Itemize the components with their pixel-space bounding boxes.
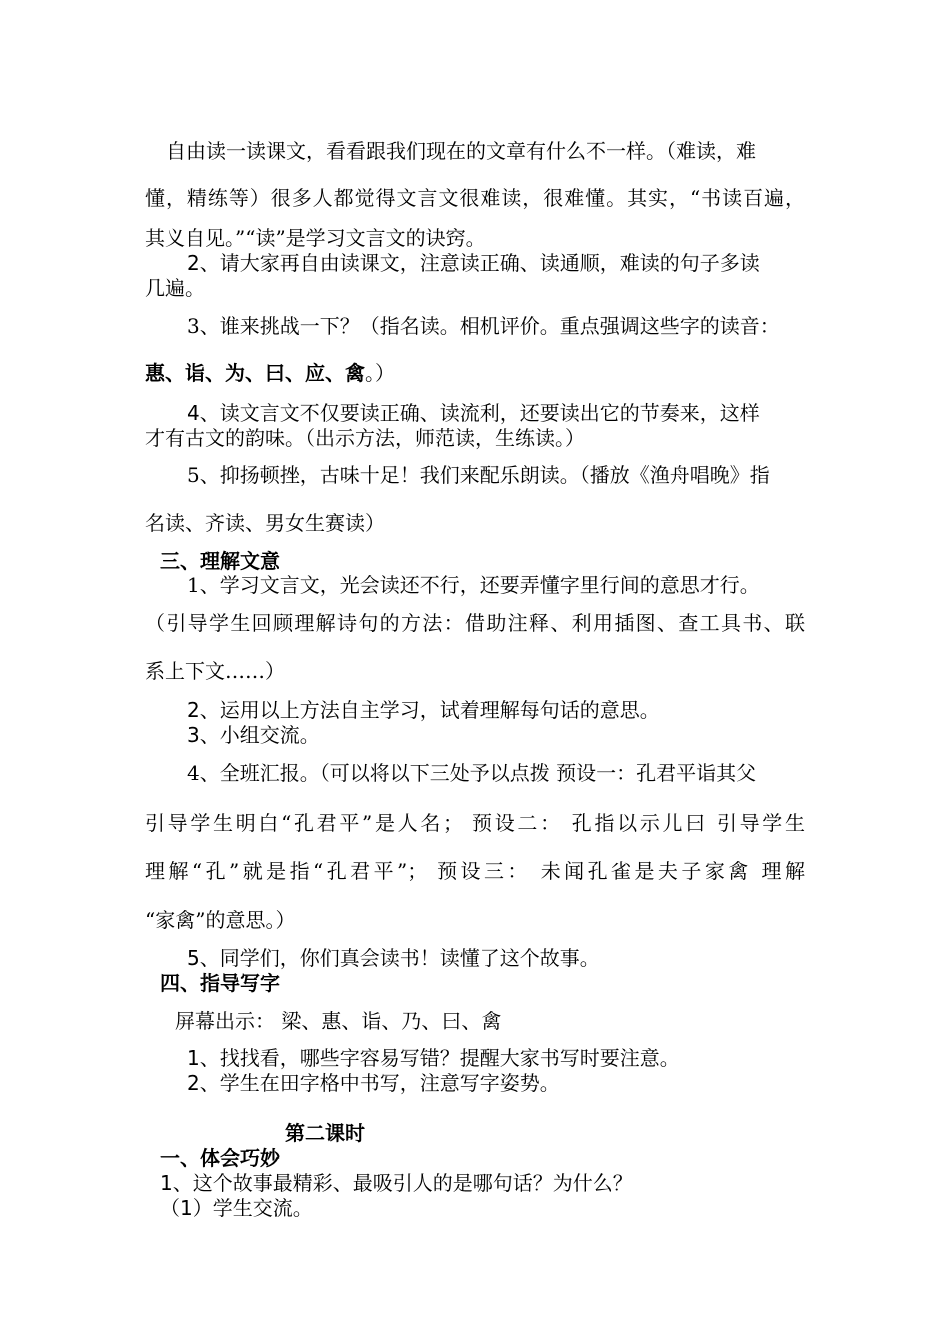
paragraph-line: 理解“孔”就是指“孔君平”； 预设三： 未闻孔雀是夫子家禽 理解 [145,859,805,883]
paragraph-line: 5、同学们，你们真会读书！读懂了这个故事。 [187,946,600,970]
paragraph-line: 几遍。 [145,276,205,300]
section-heading: 一、体会巧妙 [160,1146,280,1170]
paragraph-line: 3、小组交流。 [187,723,320,747]
paragraph-line: “家禽”的意思。） [145,908,296,932]
paragraph-line: 4、全班汇报。（可以将以下三处予以点拨 预设一：孔君平诣其父 [187,761,757,785]
paragraph-line: 引导学生明白“孔君平”是人名； 预设二： 孔指以示儿曰 引导学生 [145,811,805,835]
paragraph-line: 2、学生在田字格中书写，注意写字姿势。 [187,1071,560,1095]
paragraph-line: 4、读文言文不仅要读正确、读流利，还要读出它的节奏来，这样 [187,401,760,425]
paragraph-line [145,360,395,386]
paragraph-line: 其义自见。”“读”是学习文言文的诀窍。 [145,226,486,250]
paragraph-line: 2、运用以上方法自主学习，试着理解每句话的意思。 [187,698,660,722]
paragraph-line: 才有古文的韵味。（出示方法，师范读，生练读。） [145,426,585,450]
key-characters: 惠、诣、为、曰、应、禽 [145,361,365,385]
paragraph-line: 系上下文……） [145,659,285,683]
paragraph-line: 名读、齐读、男女生赛读） [145,511,385,535]
paragraph-text: 。） [365,361,395,385]
paragraph-line: 屏幕出示： 梁、惠、诣、乃、曰、禽 [175,1009,502,1033]
paragraph-line: 1、找找看，哪些字容易写错？提醒大家书写时要注意。 [187,1046,680,1070]
lesson-title: 第二课时 [285,1121,365,1145]
section-heading: 三、理解文意 [160,549,280,573]
paragraph-line: 1、这个故事最精彩、最吸引人的是哪句话？为什么？ [160,1171,633,1195]
section-heading: 四、指导写字 [160,971,280,995]
paragraph-line: 2、请大家再自由读课文，注意读正确、读通顺，难读的句子多读 [187,251,760,275]
paragraph-line: （1）学生交流。 [160,1196,313,1220]
paragraph-line: 自由读一读课文，看看跟我们现在的文章有什么不一样。（难读，难 [166,139,756,163]
paragraph-line: 3、谁来挑战一下？（指名读。相机评价。重点强调这些字的读音： [187,314,780,338]
paragraph-line: （引导学生回顾理解诗句的方法：借助注释、利用插图、查工具书、联 [145,611,805,635]
paragraph-line: 5、抑扬顿挫，古味十足！我们来配乐朗读。（播放《渔舟唱晚》指 [187,463,770,487]
paragraph-line: 懂，精练等）很多人都觉得文言文很难读，很难懂。其实，“书读百遍， [145,186,805,210]
paragraph-line: 1、学习文言文，光会读还不行，还要弄懂字里行间的意思才行。 [187,573,760,597]
